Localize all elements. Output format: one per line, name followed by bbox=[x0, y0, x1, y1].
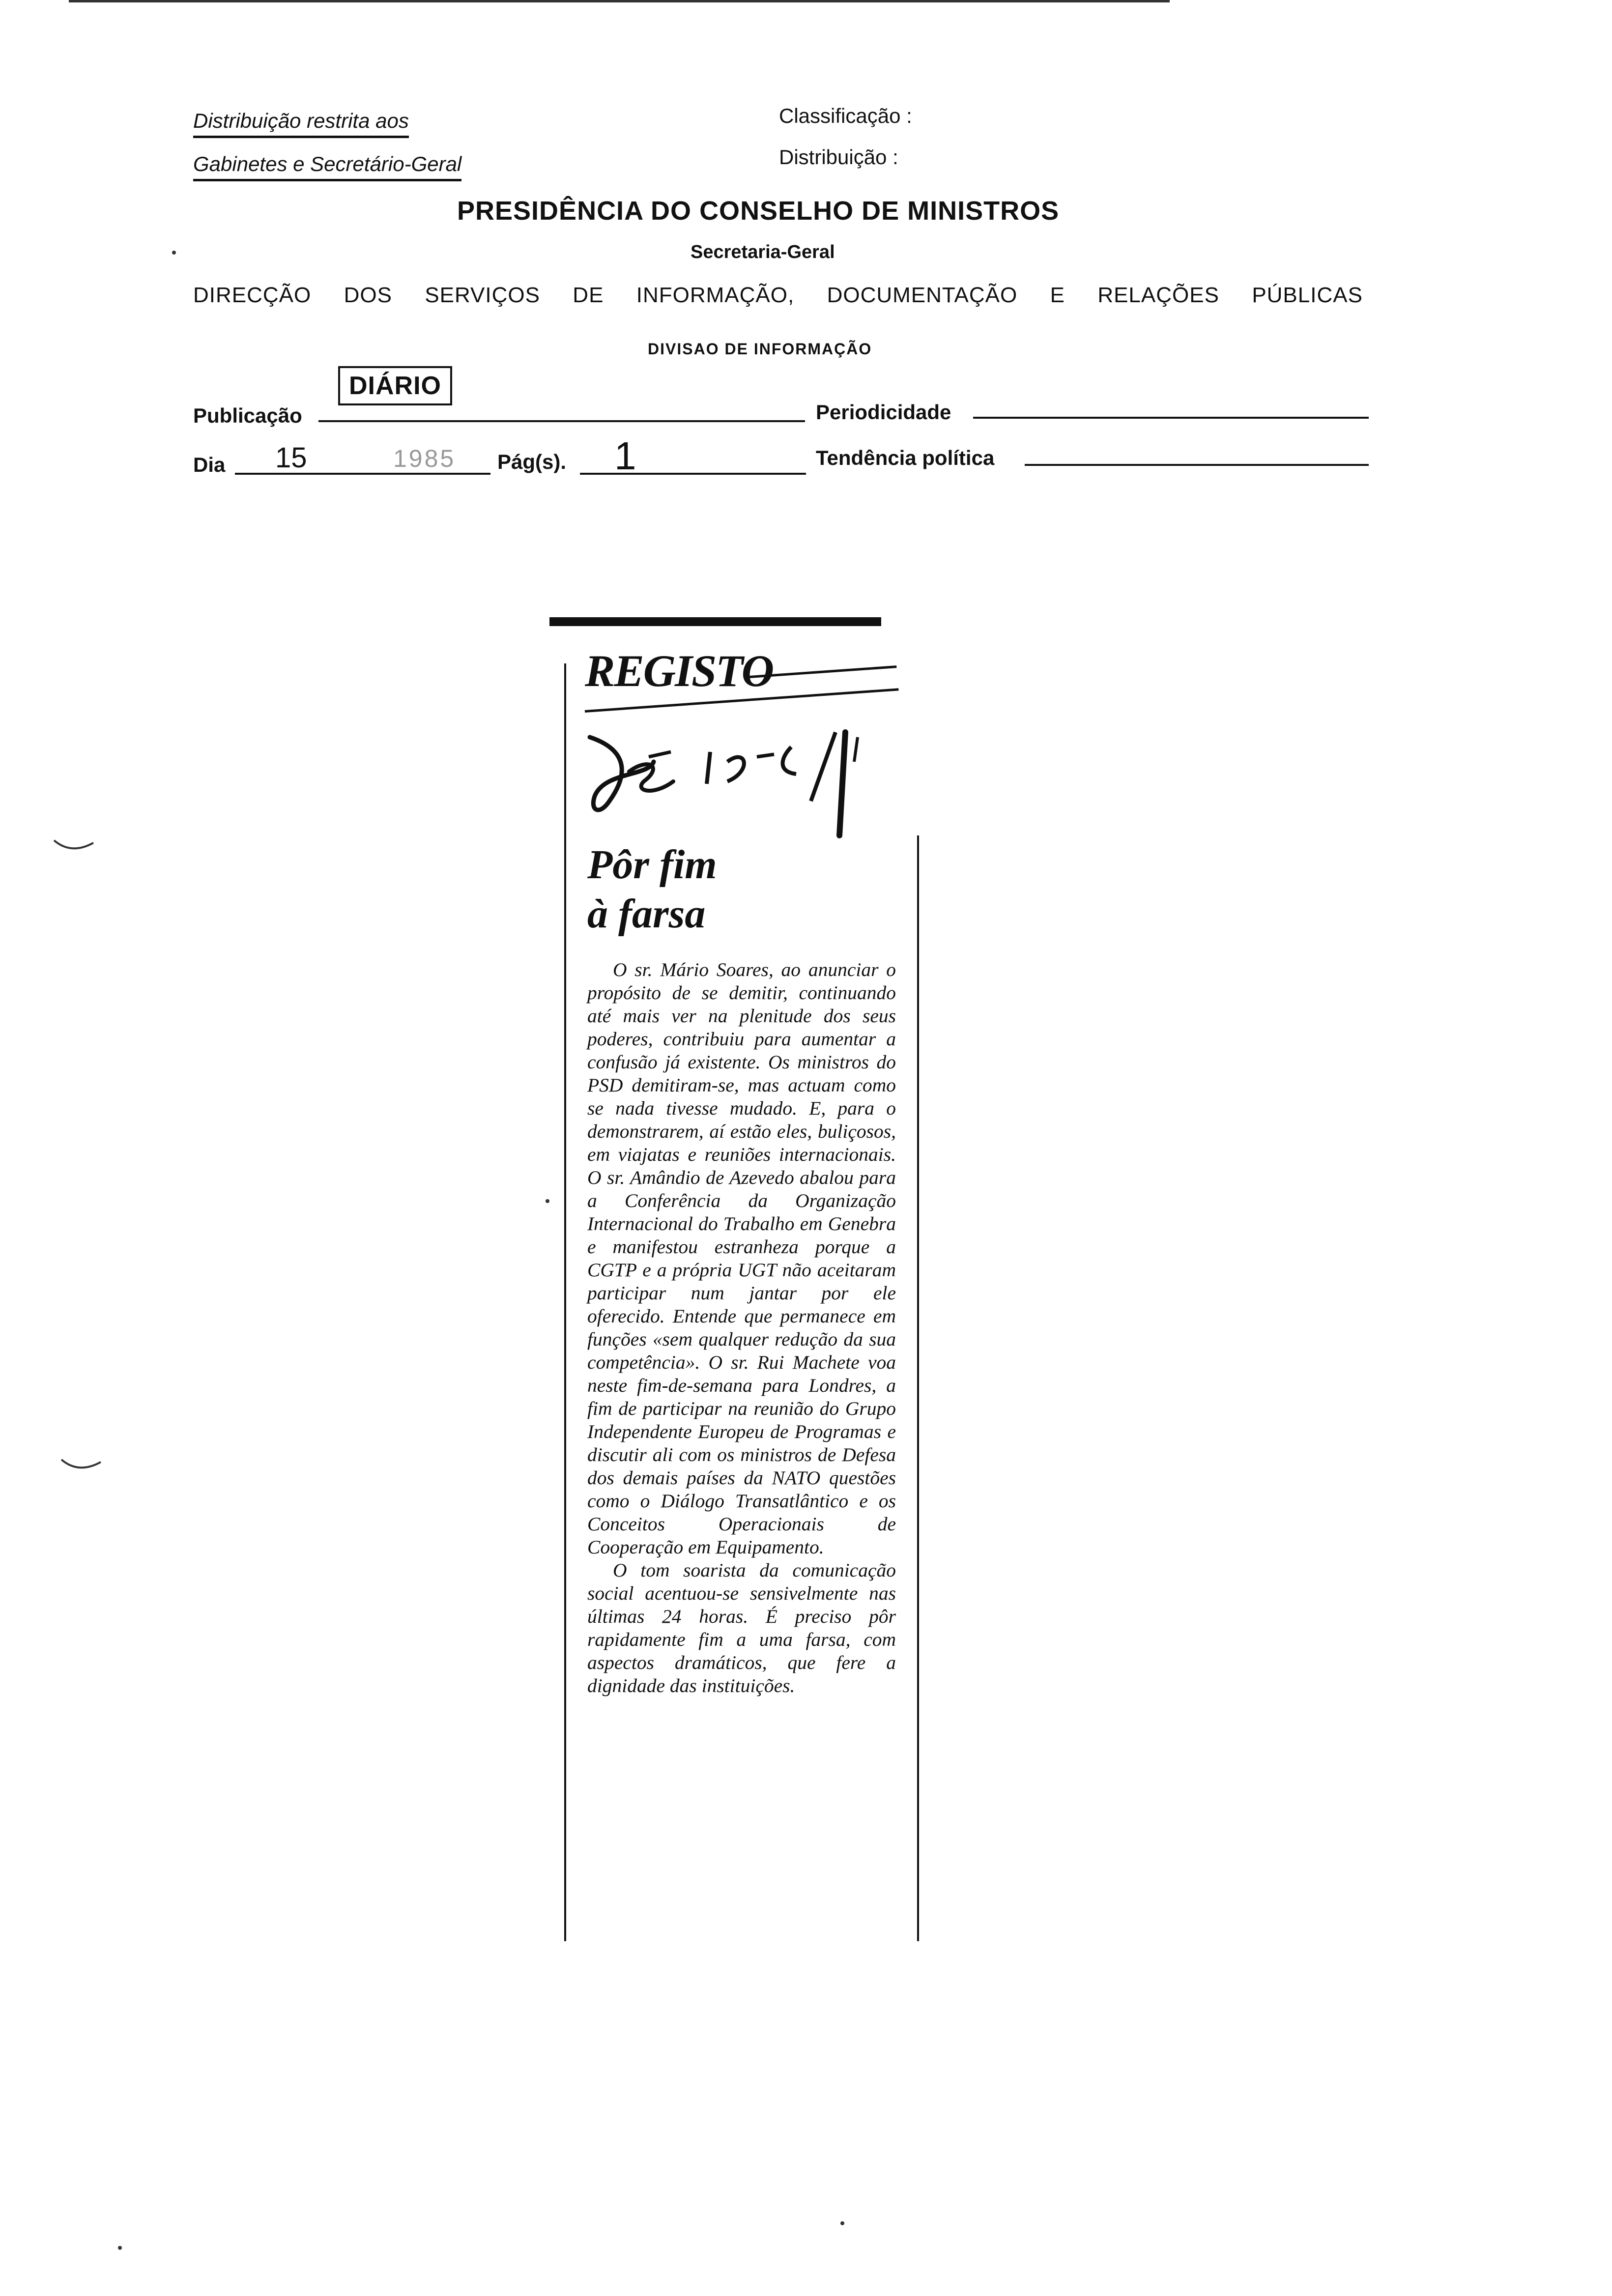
scan-speck bbox=[840, 2221, 844, 2225]
scan-mark-icon bbox=[52, 835, 96, 855]
day-label: Dia bbox=[193, 453, 226, 476]
org-title: PRESIDÊNCIA DO CONSELHO DE MINISTROS bbox=[457, 196, 1060, 226]
directorate-word: INFORMAÇÃO, bbox=[636, 283, 795, 307]
publication-label: Publicação bbox=[193, 404, 302, 427]
handwritten-annotation-icon bbox=[580, 718, 885, 845]
scan-speck bbox=[172, 251, 176, 255]
scan-speck bbox=[546, 1199, 549, 1203]
directorate-word: DIRECÇÃO bbox=[193, 283, 312, 307]
publication-stamp: DIÁRIO bbox=[338, 366, 452, 405]
directorate-word: RELAÇÕES bbox=[1097, 283, 1219, 307]
clipping-right-border bbox=[917, 835, 919, 1941]
pages-label: Pág(s). bbox=[497, 450, 567, 473]
division-label: DIVISAO DE INFORMAÇÃO bbox=[648, 340, 872, 358]
directorate-line bbox=[193, 283, 1363, 308]
directorate-word: SERVIÇOS bbox=[425, 283, 540, 307]
day-value: 15 bbox=[275, 442, 307, 474]
date-faded: 1985 bbox=[393, 445, 456, 472]
article-body bbox=[587, 958, 896, 1697]
clipping-top-rule bbox=[549, 617, 881, 626]
scan-mark-icon bbox=[59, 1455, 103, 1474]
clipping-left-border bbox=[564, 663, 566, 1941]
publication-fill-line bbox=[318, 420, 805, 422]
directorate-word: PÚBLICAS bbox=[1252, 283, 1363, 307]
tendency-label: Tendência política bbox=[816, 446, 995, 469]
directorate-word: E bbox=[1050, 283, 1065, 307]
section-title: REGISTO bbox=[585, 646, 774, 696]
distribution-label: Distribuição : bbox=[779, 145, 898, 169]
headline-line2: à farsa bbox=[587, 891, 706, 937]
directorate-word: DE bbox=[573, 283, 604, 307]
article-paragraph: O tom soarista da comunicação social acentuou-se sensivelmente nas últimas 24 horas. É preciso pôr rapidamente fim a uma farsa, com aspectos dramáticos, que fere a dignidade das instituições. bbox=[587, 1559, 896, 1696]
tendency-fill-line bbox=[1025, 464, 1369, 466]
directorate-word: DOS bbox=[344, 283, 392, 307]
top-border-rule bbox=[69, 0, 1170, 2]
pages-fill-line bbox=[580, 473, 806, 475]
scan-speck bbox=[118, 2246, 122, 2250]
periodicity-label: Periodicidade bbox=[816, 401, 951, 424]
headline-line1: Pôr fim bbox=[587, 842, 717, 888]
day-fill-line bbox=[235, 473, 490, 475]
pages-value: 1 bbox=[614, 434, 636, 478]
classification-label: Classificação : bbox=[779, 104, 912, 127]
directorate-word: DOCUMENTAÇÃO bbox=[827, 283, 1018, 307]
distribution-restricted-line2: Gabinetes e Secretário-Geral bbox=[193, 152, 461, 181]
distribution-restricted-line1: Distribuição restrita aos bbox=[193, 109, 409, 138]
org-subtitle: Secretaria-Geral bbox=[691, 242, 835, 262]
periodicity-fill-line bbox=[973, 417, 1369, 419]
article-paragraph: O sr. Mário Soares, ao anunciar o propósito de se demitir, continuando até mais ver na plenitude dos seus poderes, contribuiu para aumentar a confusão já existente. Os ministros do PSD demitiram-se, mas actuam como se nada tivesse mudado. E, para o demonstrarem, aí estão eles, buliçosos, em viajatas e reuniões internacionais. O sr. Amândio de Azevedo abalou para a Conferência da Organização Internacional do Trabalho em Genebra e manifestou estranheza porque a CGTP e a própria UGT não aceitaram participar num jantar por ele oferecido. Entende que permanece em funções «sem qualquer redução da sua competência». O sr. Rui Machete voa neste fim-de-semana para Londres, a fim de participar na reunião do Grupo Independente Europeu de Programas e discutir ali com os ministros de Defesa dos demais países da NATO questões como o Diálogo Transatlântico e os Conceitos Operacionais de Cooperação em Equipamento. bbox=[587, 959, 896, 1558]
